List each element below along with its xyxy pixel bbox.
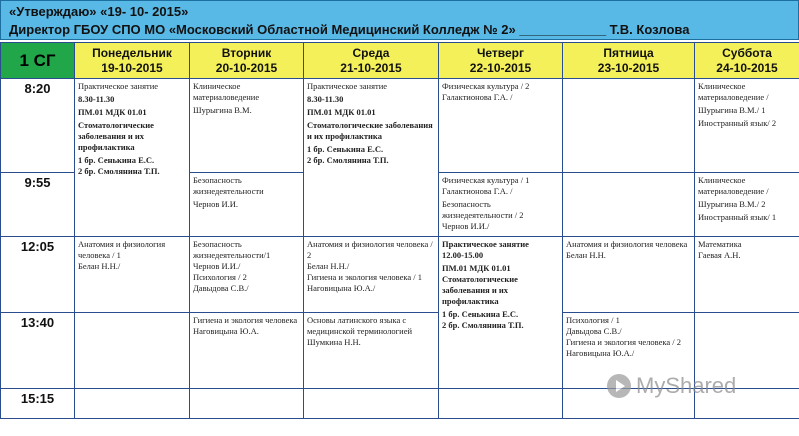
- lesson-cell: [695, 173, 799, 237]
- lesson-subject: Безопасность жизнедеятельности / 2: [442, 199, 524, 220]
- time-slot: 12:05: [1, 237, 75, 313]
- days-row: [1, 43, 799, 79]
- schedule-table: [0, 42, 799, 419]
- day-date: 21-10-2015: [340, 60, 402, 75]
- time-slot: 13:40: [1, 313, 75, 389]
- day-name: Вторник: [221, 45, 272, 60]
- lesson-subject: Анатомия и физиология человека / 1: [78, 239, 166, 260]
- group-label: 1 СГ: [1, 43, 75, 79]
- lesson-teacher: 1 бр. Сенькина Е.С.: [78, 155, 155, 165]
- empty-cell: [190, 389, 304, 419]
- lesson-module: ПМ.01 МДК 01.01: [307, 107, 376, 117]
- watermark: [606, 373, 736, 399]
- lesson-teacher: Чернов И.И./: [442, 221, 490, 231]
- lesson-cell: [304, 79, 439, 237]
- empty-cell: [75, 389, 190, 419]
- play-icon: [606, 373, 632, 399]
- day-name: Пятница: [603, 45, 654, 60]
- lesson-teacher: 2 бр. Смолянина Т.П.: [307, 155, 389, 165]
- day-date: 20-10-2015: [215, 60, 278, 75]
- day-header: [695, 43, 799, 79]
- lesson-teacher: Гаевая А.Н.: [698, 250, 741, 260]
- day-date: 22-10-2015: [469, 60, 532, 75]
- lesson-subject: Гигиена и экология человека / 1: [307, 272, 423, 282]
- lesson-subject: Стоматологические заболевания и их профилактика: [442, 274, 518, 306]
- lesson-teacher: Наговицына Ю.А.: [193, 326, 259, 336]
- lesson-teacher: Чернов И.И.: [193, 199, 239, 209]
- day-date: 23-10-2015: [597, 60, 660, 75]
- empty-cell: [439, 389, 563, 419]
- lesson-subject: Безопасность жизнедеятельности: [193, 175, 264, 196]
- day-date: 24-10-2015: [716, 60, 778, 75]
- empty-cell: [563, 79, 695, 173]
- lesson-module: ПМ.01 МДК 01.01: [78, 107, 147, 117]
- lesson-teacher: Шурыгина В.М./ 1: [698, 105, 766, 115]
- lesson-teacher: Чернов И.И./: [193, 261, 241, 271]
- time-slot: 15:15: [1, 389, 75, 419]
- lesson-subject: Гигиена и экология человека: [193, 315, 298, 325]
- lesson-cell: [75, 237, 190, 313]
- lesson-module: ПМ.01 МДК 01.01: [442, 263, 511, 273]
- lesson-subject: Иностранный язык/ 1: [698, 212, 777, 222]
- day-header: [190, 43, 304, 79]
- approval-line: «Утверждаю» «19- 10- 2015»: [9, 4, 189, 19]
- lesson-subject: Гигиена и экология человека / 2: [566, 337, 682, 347]
- lesson-cell: [439, 237, 563, 389]
- lesson-cell: [190, 313, 304, 389]
- lesson-subject: Физическая культура / 2: [442, 81, 530, 91]
- lesson-teacher: Шурыгина В.М.: [193, 105, 252, 115]
- period-row: [1, 237, 799, 313]
- time-slot: 9:55: [1, 173, 75, 237]
- lesson-cell: [75, 79, 190, 237]
- lesson-teacher: Белан Н.Н./: [307, 261, 350, 271]
- lesson-teacher: Давыдова С.В./: [193, 283, 249, 293]
- lesson-subject: Клиническое материаловедение /: [698, 175, 769, 196]
- lesson-time: 8.30-11.30: [78, 94, 115, 104]
- lesson-type: Практическое занятие: [78, 81, 159, 91]
- day-name: Четверг: [476, 45, 525, 60]
- lesson-teacher: 1 бр. Сенькина Е.С.: [442, 309, 519, 319]
- watermark-text: MyShared: [636, 373, 737, 398]
- lesson-subject: Стоматологические заболевания и их профилактика: [307, 120, 433, 141]
- lesson-teacher: Шумкина Н.Н.: [307, 337, 361, 347]
- lesson-teacher: Шурыгина В.М./ 2: [698, 199, 766, 209]
- lesson-subject: Психология / 2: [193, 272, 247, 282]
- lesson-cell: [439, 79, 563, 173]
- empty-cell: [304, 389, 439, 419]
- lesson-cell: [304, 313, 439, 389]
- lesson-cell: [190, 79, 304, 173]
- period-row: [1, 79, 799, 173]
- empty-cell: [563, 173, 695, 237]
- day-name: Суббота: [722, 45, 772, 60]
- day-header: [75, 43, 190, 79]
- lesson-cell: [695, 237, 799, 313]
- lesson-teacher: Белан Н.Н.: [566, 250, 606, 260]
- lesson-subject: Клиническое материаловедение /: [698, 81, 769, 102]
- day-name: Понедельник: [92, 45, 172, 60]
- lesson-subject: Стоматологические заболевания и их профилактика: [78, 120, 154, 152]
- lesson-time: 12.00-15.00: [442, 250, 484, 260]
- lesson-teacher: 2 бр. Смолянина Т.П.: [442, 320, 524, 330]
- lesson-cell: [439, 173, 563, 237]
- lesson-teacher: Галактионова Г.А. /: [442, 186, 513, 196]
- director-line: Директор ГБОУ СПО МО «Московский Областной Медицинский Колледж № 2» ____________ Т.В. Козлова: [9, 22, 690, 37]
- lesson-teacher: Наговицына Ю.А./: [566, 348, 635, 358]
- lesson-teacher: Наговицына Ю.А./: [307, 283, 376, 293]
- lesson-time: 8.30-11.30: [307, 94, 344, 104]
- approval-header: [0, 0, 799, 40]
- lesson-type: Практическое занятие: [442, 239, 529, 249]
- time-slot: 8:20: [1, 79, 75, 173]
- lesson-subject: Анатомия и физиология человека: [566, 239, 688, 249]
- day-header: [439, 43, 563, 79]
- lesson-subject: Основы латинского языка с медицинской терминологией: [307, 315, 413, 336]
- lesson-subject: Безопасность жизнедеятельности/1: [193, 239, 271, 260]
- lesson-teacher: 1 бр. Сенькина Е.С.: [307, 144, 384, 154]
- day-date: 19-10-2015: [101, 60, 163, 75]
- lesson-subject: Анатомия и физиология человека / 2: [307, 239, 433, 260]
- lesson-cell: [563, 237, 695, 313]
- lesson-teacher: Белан Н.Н./: [78, 261, 121, 271]
- lesson-cell: [695, 79, 799, 173]
- lesson-subject: Психология / 1: [566, 315, 620, 325]
- lesson-type: Практическое занятие: [307, 81, 388, 91]
- lesson-cell: [190, 237, 304, 313]
- day-header: [304, 43, 439, 79]
- lesson-subject: Математика: [698, 239, 742, 249]
- day-name: Среда: [352, 45, 390, 60]
- lesson-teacher: 2 бр. Смолянина Т.П.: [78, 166, 160, 176]
- lesson-teacher: Давыдова С.В./: [566, 326, 622, 336]
- lesson-subject: Иностранный язык/ 2: [698, 118, 777, 128]
- lesson-cell: [190, 173, 304, 237]
- empty-cell: [75, 313, 190, 389]
- day-header: [563, 43, 695, 79]
- lesson-teacher: Галактионова Г.А. /: [442, 92, 513, 102]
- lesson-cell: [304, 237, 439, 313]
- lesson-subject: Клиническое материаловедение: [193, 81, 260, 102]
- lesson-subject: Физическая культура / 1: [442, 175, 530, 185]
